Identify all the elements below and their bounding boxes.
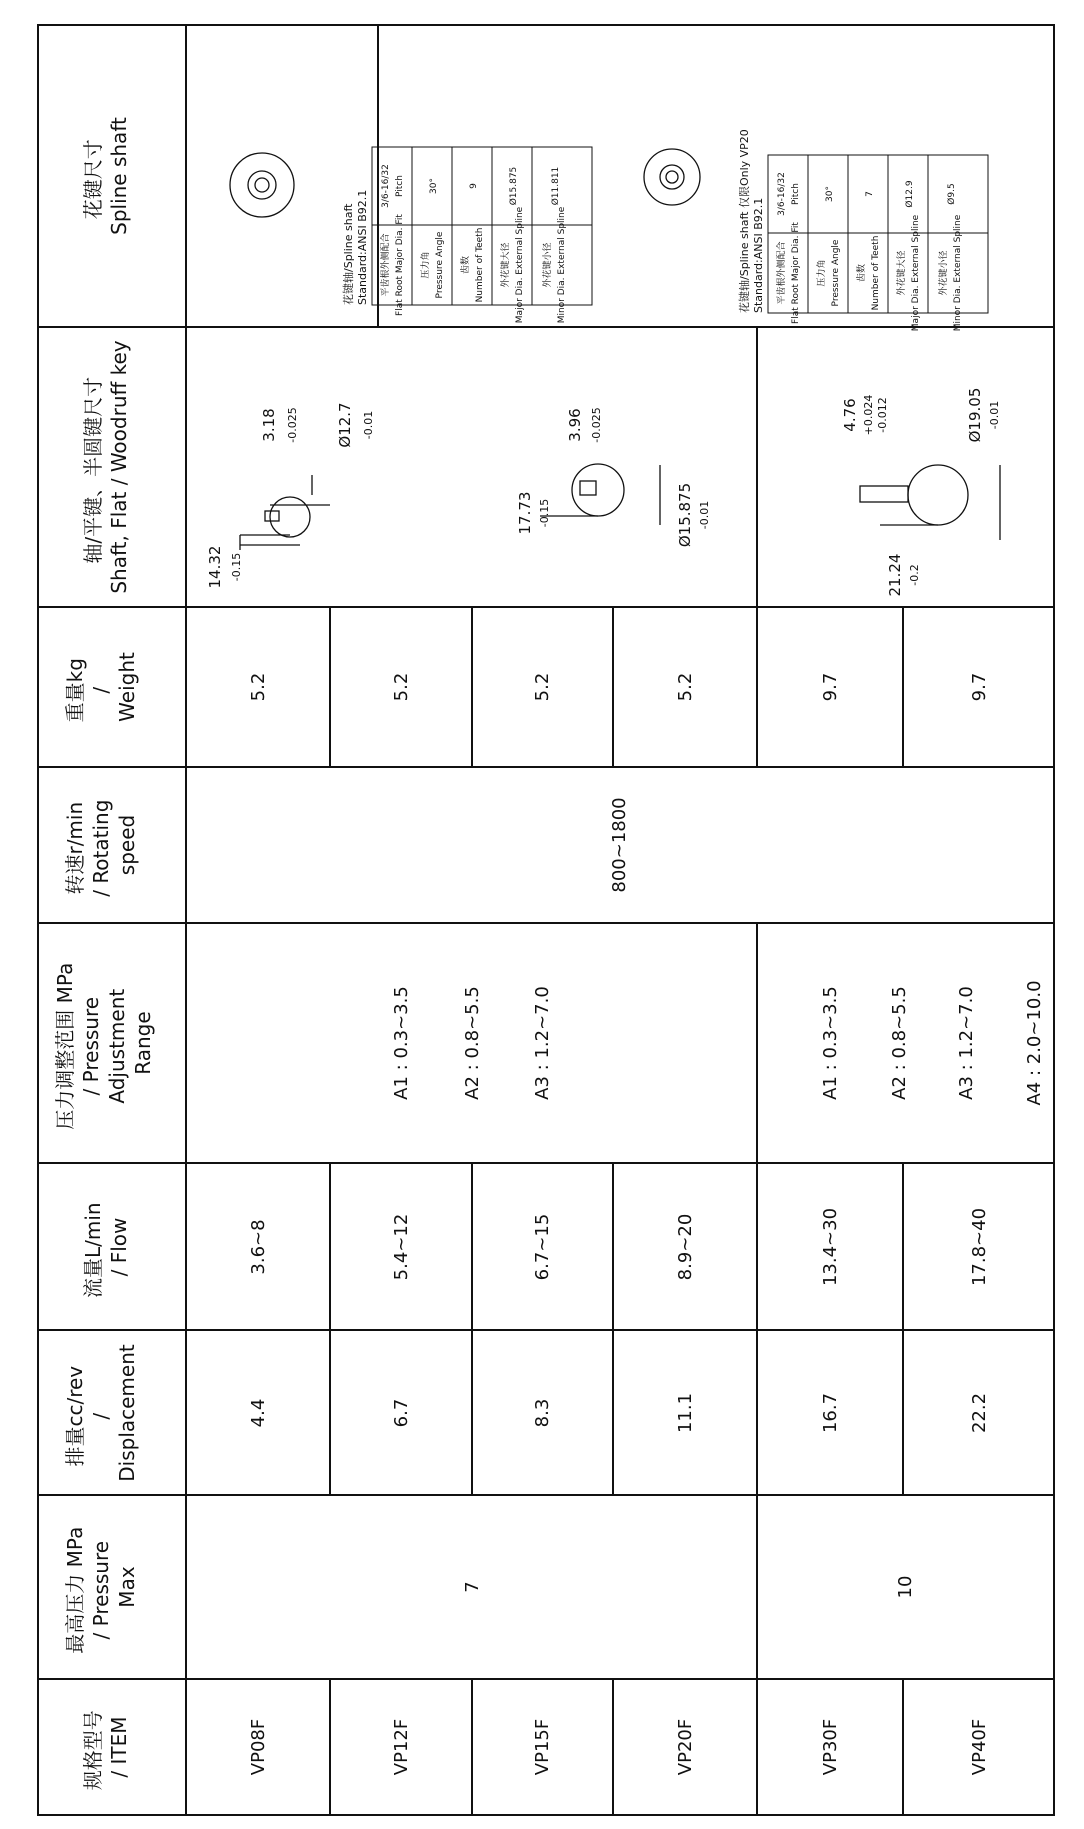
- spline2-row-en: Major Dia. External Spline: [911, 214, 921, 332]
- spline2-row-cn: 外花键大径: [897, 250, 907, 296]
- header-item: 规格型号 / ITEM: [81, 1710, 131, 1791]
- cell-weight: 5.2: [391, 672, 412, 702]
- cell-weight: 9.7: [969, 672, 990, 702]
- spline-section-2: [644, 129, 988, 331]
- spline-section-1: [230, 147, 592, 323]
- header-pressure-max: 最高压力 MPa / Pressure Max: [63, 1526, 139, 1654]
- shaft-dimensions: [206, 388, 1001, 597]
- dim-shaft2-height-tol: -0.15: [538, 498, 551, 528]
- header-displacement: 排量cc/rev / Displacement: [63, 1344, 139, 1482]
- cell-adj-range: A1 : 0.3~3.5: [820, 986, 841, 1100]
- cell-speed: 800~1800: [609, 797, 630, 893]
- shaft-drawing-1: [240, 475, 330, 550]
- spline2-row-cn: 齿数: [857, 263, 867, 283]
- cell-flow: 17.8~40: [969, 1207, 990, 1287]
- dim-key3-width-tol-upper: +0.024: [862, 394, 875, 436]
- spline2-title: 花键轴/Spline shaft 仅限Only VP20: [738, 129, 751, 313]
- cell-flow: 6.7~15: [532, 1213, 553, 1281]
- cell-weight: 9.7: [820, 672, 841, 702]
- cell-adj-range: A1 : 0.3~3.5: [391, 986, 412, 1100]
- header-weight: 重量kg / Weight: [63, 652, 139, 723]
- spline2-row-en: Pressure Angle: [831, 239, 841, 307]
- spline1-row-cn: 平齿根外侧配合: [381, 233, 391, 297]
- shaft-drawing-2: [538, 464, 660, 528]
- cell-item: VP15F: [532, 1718, 553, 1776]
- spline1-row-value: Ø11.811: [551, 166, 561, 206]
- spline1-row-value: 3/6-16/32: [381, 164, 391, 208]
- row-separators: [330, 25, 903, 1815]
- shaft-drawings: [240, 464, 1000, 550]
- header-spline: 花键尺寸 Spline shaft: [81, 117, 131, 235]
- dim-shaft1-height: 14.32: [206, 545, 224, 589]
- cell-pressure-max: 10: [895, 1575, 916, 1599]
- header-row: [53, 117, 155, 1790]
- cell-weight: 5.2: [532, 672, 553, 702]
- spline1-row-value: Pitch: [395, 175, 405, 197]
- spline-gear-icon: [644, 149, 700, 205]
- spline1-row-en: Minor Dia. External Spline: [557, 206, 567, 324]
- spline1-row-en: Pressure Angle: [435, 231, 445, 299]
- dim-key2-width: 3.96: [566, 408, 584, 442]
- cell-displacement: 11.1: [675, 1392, 696, 1434]
- spline1-row-cn: 外花键大径: [501, 242, 511, 288]
- cell-displacement: 16.7: [820, 1392, 841, 1434]
- header-flow: 流量L/min / Flow: [81, 1202, 131, 1298]
- spline1-row-cn: 外花键小径: [543, 242, 553, 288]
- cell-pressure-max: 7: [462, 1581, 483, 1593]
- cell-adj-range: A3 : 1.2~7.0: [956, 986, 977, 1100]
- spline1-row-value: 9: [469, 183, 479, 189]
- spline1-row-value: Ø15.875: [509, 166, 519, 206]
- spline1-standard: Standard:ANSI B92.1: [356, 189, 369, 305]
- cell-displacement: 8.3: [532, 1398, 553, 1428]
- cell-displacement: 6.7: [391, 1398, 412, 1428]
- spline2-row-value: 30°: [825, 186, 835, 202]
- spline2-row-cn: 平齿根外侧配合: [777, 241, 787, 305]
- dim-key1-width: 3.18: [260, 408, 278, 442]
- dim-shaft3-height-tol: -0.2: [908, 564, 921, 586]
- spline2-row-value: Pitch: [791, 183, 801, 205]
- dim-key3-width-tol-lower: -0.012: [876, 397, 889, 433]
- spline-gear-icon: [230, 153, 294, 217]
- dim-shaft1-dia: Ø12.7: [336, 402, 354, 448]
- spline1-row-en: Number of Teeth: [475, 227, 485, 303]
- spline1-title: 花键轴/Spline shaft: [342, 203, 355, 305]
- header-shaft-key: 轴/平键、半圆键尺寸 Shaft, Flat / Woodruff key: [81, 340, 131, 594]
- spline2-row-en: Number of Teeth: [871, 235, 881, 311]
- header-pressure-adjustment: 压力调整范围 MPa / Pressure Adjustment Range: [53, 962, 155, 1130]
- cell-flow: 3.6~8: [248, 1219, 269, 1275]
- table-body: [248, 673, 1045, 1776]
- header-rotating-speed: 转速r/min / Rotating speed: [63, 799, 139, 897]
- cell-adj-range: A4 : 2.0~10.0: [1024, 980, 1045, 1106]
- spline1-row-cn: 齿数: [461, 255, 471, 275]
- spline1-row-en: Major Dia. External Spline: [515, 206, 525, 324]
- cell-adj-range: A3 : 1.2~7.0: [532, 986, 553, 1100]
- dim-shaft3-height: 21.24: [886, 553, 904, 597]
- spline2-row-value: Ø9.5: [947, 183, 957, 205]
- spline2-row-value: 3/6-16/32: [777, 172, 787, 216]
- cell-flow: 8.9~20: [675, 1213, 696, 1281]
- cell-adj-range: A2 : 0.8~5.5: [462, 986, 483, 1100]
- cell-item: VP08F: [248, 1718, 269, 1776]
- dim-shaft3-dia: Ø19.05: [966, 387, 984, 443]
- spline2-row-en: Flat Root Major Dia. Fit: [791, 222, 801, 324]
- spline1-row-cn: 压力角: [421, 251, 431, 279]
- dim-key3-width: 4.76: [841, 398, 859, 432]
- dim-key1-width-tol: -0.025: [286, 407, 299, 443]
- cell-flow: 5.4~12: [391, 1213, 412, 1281]
- cell-flow: 13.4~30: [820, 1207, 841, 1287]
- spline2-row-cn: 外花键小径: [939, 250, 949, 296]
- spline2-row-value: 7: [865, 191, 875, 197]
- cell-item: VP40F: [969, 1718, 990, 1776]
- spline2-row-value: Ø12.9: [905, 180, 915, 208]
- cell-weight: 5.2: [248, 672, 269, 702]
- spline2-standard: Standard:ANSI B92.1: [752, 197, 765, 313]
- dim-shaft2-dia: Ø15.875: [676, 482, 694, 548]
- spline1-row-value: 30°: [429, 178, 439, 194]
- cell-adj-range: A2 : 0.8~5.5: [889, 986, 910, 1100]
- spline1-row-en: Flat Root Major Dia. Fit: [395, 214, 405, 316]
- dim-shaft2-height: 17.73: [516, 491, 534, 535]
- dim-shaft1-height-tol: -0.15: [230, 552, 243, 582]
- dim-shaft1-dia-tol: -0.01: [362, 410, 375, 440]
- cell-item: VP20F: [675, 1718, 696, 1776]
- cell-item: VP30F: [820, 1718, 841, 1776]
- cell-item: VP12F: [391, 1718, 412, 1776]
- dim-shaft2-dia-tol: -0.01: [698, 500, 711, 530]
- cell-weight: 5.2: [675, 672, 696, 702]
- spline2-row-en: Minor Dia. External Spline: [953, 214, 963, 332]
- shaft-drawing-3: [860, 465, 1000, 540]
- dim-shaft3-dia-tol: -0.01: [988, 400, 1001, 430]
- spline2-row-cn: 压力角: [817, 259, 827, 287]
- cell-displacement: 4.4: [248, 1398, 269, 1428]
- dim-key2-width-tol: -0.025: [590, 407, 603, 443]
- cell-displacement: 22.2: [969, 1392, 990, 1434]
